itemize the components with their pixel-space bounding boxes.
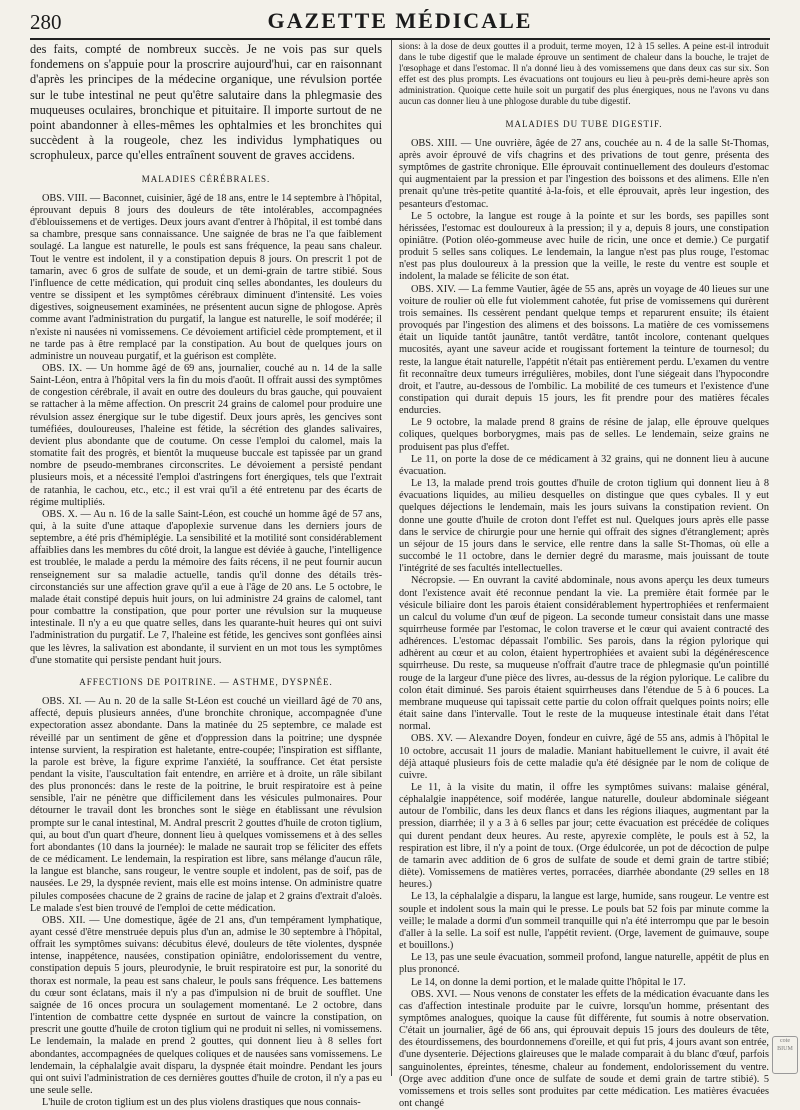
observation-14: OBS. XIV. — La femme Vautier, âgée de 55 ans, après un voyage de 40 lieues sur une voiture de roulier où elle fut violemment cahotée, fut prise de vomissemens qui durèrent trois semaines. Ils cessèrent pendant quelque temps et reparurent ensuite; ils étaient provoqués par l'ingestion des alimens et des boissons. La matière de ces vomissemens était un liquide tantôt jaunâtre, tantôt verdâtre, tantôt incolore, contenant quelques mucosités, ayant une saveur acide et rougissant fortement la teinture de tournesol; du reste, la langue était naturelle, l'appétit n'était pas entièrement perdu. L'examen du ventre fit reconnaître deux tumeurs irrégulières, mobiles, dont l'une siégeait dans l'hypocondre droit, et l'autre, au-dessous de l'ombilic. La mobilité de ces tumeurs et l'existence d'une constipation qui durait depuis 15 jours, les fit prendre pour des matières fécales endurcies. xyxy=(399,283,769,417)
observation-14-day9: Le 9 octobre, la malade prend 8 grains de résine de jalap, elle éprouve quelques coliques, quelques borborygmes, mais pas de selles. Le lendemain, seize grains ne produisent pas plus d'effet. xyxy=(399,417,769,453)
observation-16: OBS. XVI. — Nous venons de constater les effets de la médication évacuante dans les cas d'affection intestinale produite par le cuivre, lorsqu'un homme, présentant des symptômes analogues, quoique la cause fût différente, fut soumis à notre observation. C'était un journalier, âgé de 66 ans, qui éprouvait depuis 15 jours des douleurs de tête, des étourdissemens, des bourdonnemens d'oreille, et qui fut pris, 4 jours avant son entrée, d'une dysenterie. Déjections glaireuses que le malade comparait à du blanc d'œuf, parfois sanguinolentes, épreintes, ténesme, chaleur au fondement, endolorissement du ventre. (Orge avec addition d'une once de sulfate de soude et demi grain de tartre stibié). 5 vomissemens et trois selles sont produites par cette médication. Les matières évacuées ont changé xyxy=(399,988,769,1110)
observation-11: OBS. XI. — Au n. 20 de la salle St-Léon est couché un vieillard âgé de 70 ans, affecté, depuis plusieurs années, d'une bronchite chronique, accompagnée d'une expectoration assez abondante. Dans la matinée du 25 septembre, ce malade est réveillé par un sentiment de gêne et d'oppression dans la poitrine; une dyspnée intense survient, la respiration est haletante, entre-coupée; l'inspiration est sifflante, la parole est brève, la figure exprime l'anxiété, la souffrance. Cet état persiste pendant la visite, l'auscultation fait entendre, en arrière et à droite, un râle sibilant des plus prononcés: dans le reste de la poitrine, le bruit respiratoire est à peine sensible, l'air ne pénètre que difficilement dans les vésicules pulmonaires. Pour détourner le travail dont les bronches sont le siège en établissant une révulsion prompte sur le canal intestinal, M. Andral prescrit 2 gouttes d'huile de croton tiglium, qui, au bout d'un quart d'heure, donnent lieu à quelques vomissemens et à des selles fort abondantes (10 dans la journée): le malade ne saurait trop se féliciter des effets de ce médicament. Le lendemain, la respiration est libre, sans mélange d'aucun râle, la langue est blanche, sans rougeur, le ventre souple et indolent, pas de soif, pas de nausées. Le 29, la dyspnée revient, mais elle est moins intense. On administre quatre pilules composées chacune de 2 grains de racine de jalap et 2 grains d'extrait d'aloès. Le malade s'est bien trouvé de l'emploi de cette médication. xyxy=(30,696,382,914)
library-stamp: cote BIUM xyxy=(772,1036,798,1074)
observation-15: OBS. XV. — Alexandre Doyen, fondeur en cuivre, âgé de 55 ans, admis à l'hôpital le 10 octobre, accusait 11 jours de maladie. Maniant habituellement le cuivre, il avait été déjà attaqué plusieurs fois de cette maladie qu'a été désignée par le nom de colique de cuivre. xyxy=(399,733,769,781)
continued-paragraph: sions: à la dose de deux gouttes il a produit, terme moyen, 12 à 15 selles. A peine est-il introduit dans le tube digestif que le malade éprouve un sentiment de chaleur dans la bouche, le trajet de l'œsophage et dans l'estomac. Il n'a donné lieu à des vomissemens que dans deux cas sur six. Son effet est des plus prompts. Les évacuations ont toujours eu lieu à peu-près demi-heure après son administration. Quoique cette huile soit un purgatif des plus énergiques, nous ne l'avons vu dans aucun cas donner lieu à une phlogose durable du tube digestif. xyxy=(399,42,769,108)
right-column xyxy=(399,42,769,1110)
observation-13: OBS. XIII. — Une ouvrière, âgée de 27 ans, couchée au n. 4 de la salle St-Thomas, après avoir éprouvé de vifs chagrins et des privations de tout genre, présenta des symptômes de gastrite chronique. Elle éprouvait continuellement des douleurs d'estomac qui augmentaient par la pression et par l'ingestion des boissons et des alimens. Elle n'en prenait qu'une très-petite quantité à-la-fois, et elle éprouvait, après leur ingestion, des pesanteurs d'estomac. xyxy=(399,137,769,210)
observation-10: OBS. X. — Au n. 16 de la salle Saint-Léon, est couché un homme âgé de 57 ans, qui, à la suite d'une attaque d'apoplexie survenue dans les derniers jours de septembre, a été pris d'hémiplégie. La sensibilité et la motilité sont considérablement affaiblies dans les membres du côté droit, la langue est déviée à gauche, l'intelligence est troublée, le malade a perdu la mémoire des faits récens, il ne peut fournir aucun renseignement sur sa maladie actuelle, tandis qu'il donne des détails très-circonstanciés sur une affection grave qu'il a eue à l'âge de 20 ans. Le 5 octobre, le malade était constipé depuis huit jours, on lui administre 24 grains de calomel, tant pour combattre la constipation, que pour porter une révulsion sur la muqueuse intestinale. Il n'y a eu que quatre selles, dans les quarante-huit heures qui ont suivi l'administration du purgatif. Le 7, l'haleine est fétide, les gencives sont gonflées ainsi que les lèvres, la salivation est abondante, il survient en un mot tous les symptômes d'une stomatite qui persiste pendant huit jours. xyxy=(30,508,382,666)
section-heading-cerebral: MALADIES CÉRÉBRALES. xyxy=(141,173,271,184)
observation-14-day11: Le 11, on porte la dose de ce médicament à 32 grains, qui ne donnent lieu à aucune évacuation. xyxy=(399,453,769,477)
left-column xyxy=(30,42,382,1109)
section-heading-chest: AFFECTIONS DE POITRINE. — ASTHME, DYSPNÉE. xyxy=(79,676,333,687)
observation-8: OBS. VIII. — Baconnet, cuisinier, âgé de 18 ans, entre le 14 septembre à l'hôpital, éprouvant depuis 8 jours des douleurs de tête intolérables, accompagnées d'éblouissemens et de vertiges. Deux jours avant d'entrer à l'hôpital, il est tombé dans sa chambre, presque sans connaissance. Une saignée de bras ne l'a que faiblement soulagé. La langue est naturelle, le pouls est sans fréquence, la peau sans chaleur. Tout le ventre est indolent, il y a constipation depuis 8 jours. On prescrit 1 pot de tamarin, avec 6 gros de sulfate de soude, et un demi-grain de tartre stibié. Sous l'influence de cette médication, qui produit cinq selles abondantes, les douleurs du ventre se dissipent et les symptômes cérébraux diminuent d'intensité. Les voies digestives, soigneusement examinées, ne présentent aucun signe de phlogose. Après comme avant l'administration du purgatif, la langue est naturelle, le soif modérée; il n'existe ni nausées ni vomissemens. Ce dévoiement artificiel cède promptement, et il ne tarde pas à être remplacé par la constipation. Au bout de quelques jours on administre un nouveau purgatif, et la guérison est complète. xyxy=(30,192,382,362)
observation-15-day13a: Le 13, la céphalalgie a disparu, la langue est large, humide, sans rougeur. Le ventre est souple et indolent sous la main qui le presse. Le pouls bat 52 fois par minute comme la veille; le malade a dormi d'un sommeil tranquille qui n'a été interrompu que par le besoin d'aller à la selle. La soif est nulle, l'appétit revient. (Orge, lavement de guimauve, soupe et bouillons.) xyxy=(399,891,769,952)
observation-15-day11: Le 11, à la visite du matin, il offre les symptômes suivans: malaise général, céphalalgie inappétence, soif modérée, langue naturelle, douleur abdominale siégeant autour de l'ombilic, dans les deux flancs et dans les régions iliaques, augmentant par la pression, diarrhée; il y a 3 à 6 selles par jour; cette évacuation est précédée de coliques qui durent pendant deux heures. Au reste, apyrexie complète, le pouls est à 52, la respiration est libre, il n'y a point de toux. (Orge édulcorée, un pot de décoction de pulpe de tamarin avec addition de 6 gros de sulfate de soude et demi grain de tartre stibié; diète). Vomissemens de matières vertes, porracées, diarrhée abondante (29 selles en 18 heures.) xyxy=(399,782,769,891)
column-divider xyxy=(391,40,392,1076)
observation-15-day13b: Le 13, pas une seule évacuation, sommeil profond, langue naturelle, appétit de plus en plus prononcé. xyxy=(399,952,769,976)
observation-14-day13: Le 13, la malade prend trois gouttes d'huile de croton tiglium qui donnent lieu à 8 évacuations liquides, au milieu desquelles on distingue que ques cybales. Il y eut quelques déjections le lendemain, mais les jours suivans la constipation revient. On donne une goutte d'huile de croton dont l'effet est nul. Quelques jours après elle passe dans le service de chirurgie pour une hernie qui offrait des signes d'étranglement; après un séjour de 15 jours dans le service, elle rentre dans la salle St-Thomas, où elle a succombé le 11 octobre, dans le dernier degré du marasme, mais jouissant de toute l'intégrité de ses facultés intellectuelles. xyxy=(399,478,769,575)
page-header xyxy=(30,8,770,36)
intro-paragraph: des faits, compté de nombreux succès. Je ne vois pas sur quels fondemens on s'appuie pour la proscrire aujourd'hui, car en raisonnant d'après les principes de la médecine organique, une révulsion portée sur le tube intestinal ne peut qu'être salutaire dans la phlegmasie des muqueuses oculaires, bronchique et pituitaire. Il importe surtout de ne point abandonner à elles-mêmes les ophtalmies et les bronchites qui succèdent à la rougeole, chez les individus lymphatiques ou scrophuleux, parce qu'elles entraînent souvent de graves accidens. xyxy=(30,42,382,163)
journal-title: GAZETTE MÉDICALE xyxy=(267,8,533,33)
observation-13-followup: Le 5 octobre, la langue est rouge à la pointe et sur les bords, ses papilles sont hérissées, l'estomac est douloureux à la pression; il y a, depuis 8 jours, une constipation opiniâtre. (Potion oléo-gommeuse avec huile de ricin, une once et demie.) Ce purgatif produit 5 selles sans coliques. Le lendemain, la langue n'est pas plus rouge, l'estomac n'est pas plus douloureux à la pression que la veille, le reste du ventre est souple et indolent, la malade se félicite de son état. xyxy=(399,210,769,283)
section-heading-digestive: MALADIES DU TUBE DIGESTIF. xyxy=(505,118,663,129)
observation-9: OBS. IX. — Un homme âgé de 69 ans, journalier, couché au n. 14 de la salle Saint-Léon, entra à l'hôpital vers la fin du mois d'août. Il offrait aussi des symptômes de congestion cérébrale, il avait en outre des douleurs du bras gauche, qui pouvaient se rattacher à la même affection. On prescrit 24 grains de calomel pour produire une révulsion assez énergique sur le tube digestif. Deux jours après, les gencives sont tuméfiées, douloureuses, l'haleine est fétide, la sécrétion des glandes salivaires, devient plus abondante que de coutume. On cesse l'emploi du calomel, mais la stomatite fait des progrès, et bientôt la muqueuse buccale est tapissée par un grand nombre de pseudo-membranes circonscrites. Le dévoiement a persisté pendant plusieurs mois, et a nécessité l'emploi d'astringens fort énergiques, tels que l'extrait de ratanhia, le cachou, etc., etc.; il est vrai qu'il a été entretenu par des écarts de régime multipliés. xyxy=(30,362,382,508)
header-rule xyxy=(30,38,770,40)
necropsy-paragraph: Nécropsie. — En ouvrant la cavité abdominale, nous avons aperçu les deux tumeurs dont l'existence avait été reconnue pendant la vie. La première était formée par le vésicule biliaire dont les parois étaient considérablement hypertrophiées et renfermaient un calcul du volume d'un œuf de pigeon. La seconde tumeur consistait dans une masse squirrheuse formée par l'estomac, le colon traverse et le cœur qui avaient contracté des adhérences. L'estomac dépassait l'ombilic. Ses parois, dans la région pylorique qui adhèrent au cœur et au colon, étaient hypertrophiées et avaient subi la dégénérescence squirrheuse. Du reste, sa muqueuse n'offrait d'autre trace de phlegmasie qu'un pointillé rouge de la largeur d'une pièce des livres, au-dessus de la région pylorique. Le calibre du colon était diminué. Ses parois étaient squirrheuses dans l'étendue de 5 à 6 pouces. La membrane muqueuse qui tapissait cette partie du colon offrait quelques points noirs; elle était saine dans l'intervalle. Tout le reste de la muqueuse intestinale était dans l'état normal. xyxy=(399,575,769,733)
closing-paragraph: L'huile de croton tiglium est un des plus violens drastiques que nous connais- xyxy=(42,1097,361,1109)
observation-12: OBS. XII. — Une domestique, âgée de 21 ans, d'un tempérament lymphatique, ayant cessé d'être menstruée depuis plus d'un an, admise le 30 septembre à l'hôpital, offrait les symptômes suivans: décubitus élevé, douleurs de tête violentes, dyspnée intense, inappétence, nausées, constipation opiniâtre, endolorissement du ventre, constipation depuis 5 jours, pleurodynie, le bruit respiratoire est pur, la sonorité du thorax est normale, la peau est sans chaleur, le pouls sans fréquence. Les battemens du cœur sont éclatans, mais il n'y a pas d'impulsion ni de bruit de soufflet. Une saignée de 16 onces procura un soulagement momentané. Le 2 octobre, dans l'intention de combattre cette dyspnée en surtout de vaincre la constipation, on prescrit une goutte d'huile de croton tiglium qui ne produit ni selles, ni vomissemens. Le lendemain, la malade en prend 2 gouttes, qui donnent lieu à 8 selles fort abondantes, accompagnées de quelques coliques et de nausées sans vomissemens. Le lendemain, la céphalalgie avait disparu, la dyspnée était moindre. Pendant les jours qui ont suivi l'administration de ces dernières gouttes d'huile de croton, il n'y a pas eu une seule selle. xyxy=(30,914,382,1097)
observation-15-day14: Le 14, on donne la demi portion, et le malade quitte l'hôpital le 17. xyxy=(411,976,686,988)
page-number: 280 xyxy=(30,10,62,34)
